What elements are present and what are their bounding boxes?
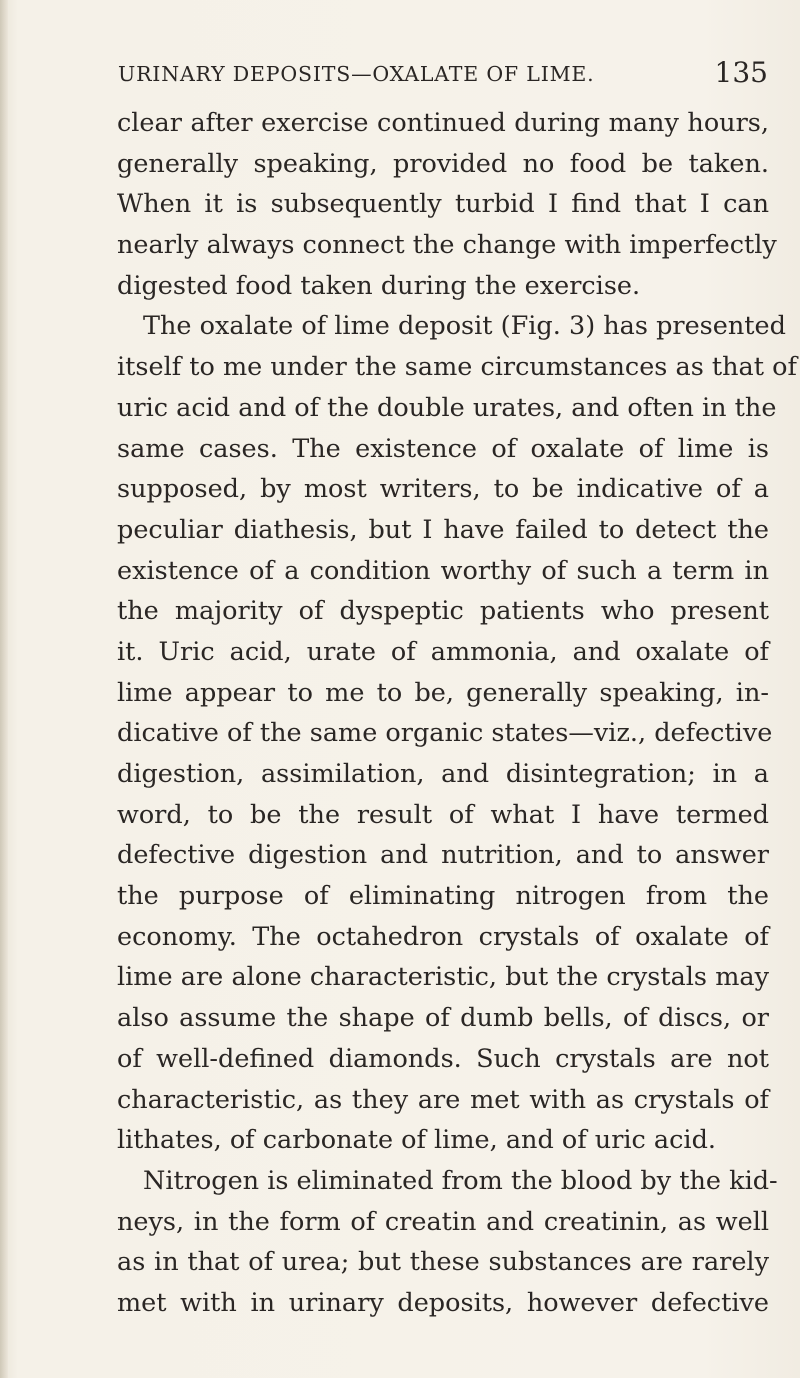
text-line: lime are alone characteristic, but the crystals may [117,962,769,993]
text-line: The oxalate of lime deposit (Fig. 3) has presented [143,311,786,342]
text-line: met with in urinary deposits, however defective [117,1287,769,1318]
text-line: generally speaking, provided no food be taken. [117,148,769,179]
page-binding-edge [0,0,8,1378]
text-line: existence of a condition worthy of such a term in [117,555,769,586]
text-line: uric acid and of the double urates, and often in the [117,392,777,423]
text-line: characteristic, as they are met with as crystals of [117,1084,769,1115]
text-line: defective digestion and nutrition, and to answer [117,840,769,871]
text-line: the majority of dyspeptic patients who present [117,596,769,627]
text-line: peculiar diathesis, but I have failed to detect the [117,514,769,545]
text-line: also assume the shape of dumb bells, of discs, or [117,1003,769,1034]
text-line: itself to me under the same circumstances as that of [117,352,797,383]
running-title: URINARY DEPOSITS—OXALATE OF LIME. [118,62,595,86]
text-line: of well-defined diamonds. Such crystals are not [117,1043,769,1074]
text-line: the purpose of eliminating nitrogen from the [117,881,769,912]
text-line: nearly always connect the change with imperfectly [117,230,777,261]
text-line: word, to be the result of what I have termed [117,799,769,830]
text-line: economy. The octahedron crystals of oxalate of [117,921,769,952]
text-line: dicative of the same organic states—viz., defective [117,718,773,749]
text-line: Nitrogen is eliminated from the blood by the kid- [143,1165,778,1196]
body-text [117,103,797,1324]
text-line: digested food taken during the exercise. [117,270,641,301]
text-line: clear after exercise continued during many hours, [117,108,769,138]
text-line: When it is subsequently turbid I find that I can [117,189,769,220]
text-line: lithates, of carbonate of lime, and of uric acid. [117,1125,717,1156]
text-line: as in that of urea; but these substances are rarely [117,1247,769,1278]
running-head [118,52,768,92]
text-line: same cases. The existence of oxalate of lime is [117,433,769,464]
text-line: lime appear to me to be, generally speaking, in- [117,677,769,708]
page-number: 135 [714,56,768,89]
text-line: it. Uric acid, urate of ammonia, and oxalate of [117,636,769,667]
text-line: digestion, assimilation, and disintegration; in a [117,759,769,789]
text-line: supposed, by most writers, to be indicative of a [117,474,769,505]
text-line: neys, in the form of creatin and creatinin, as well [117,1206,769,1237]
